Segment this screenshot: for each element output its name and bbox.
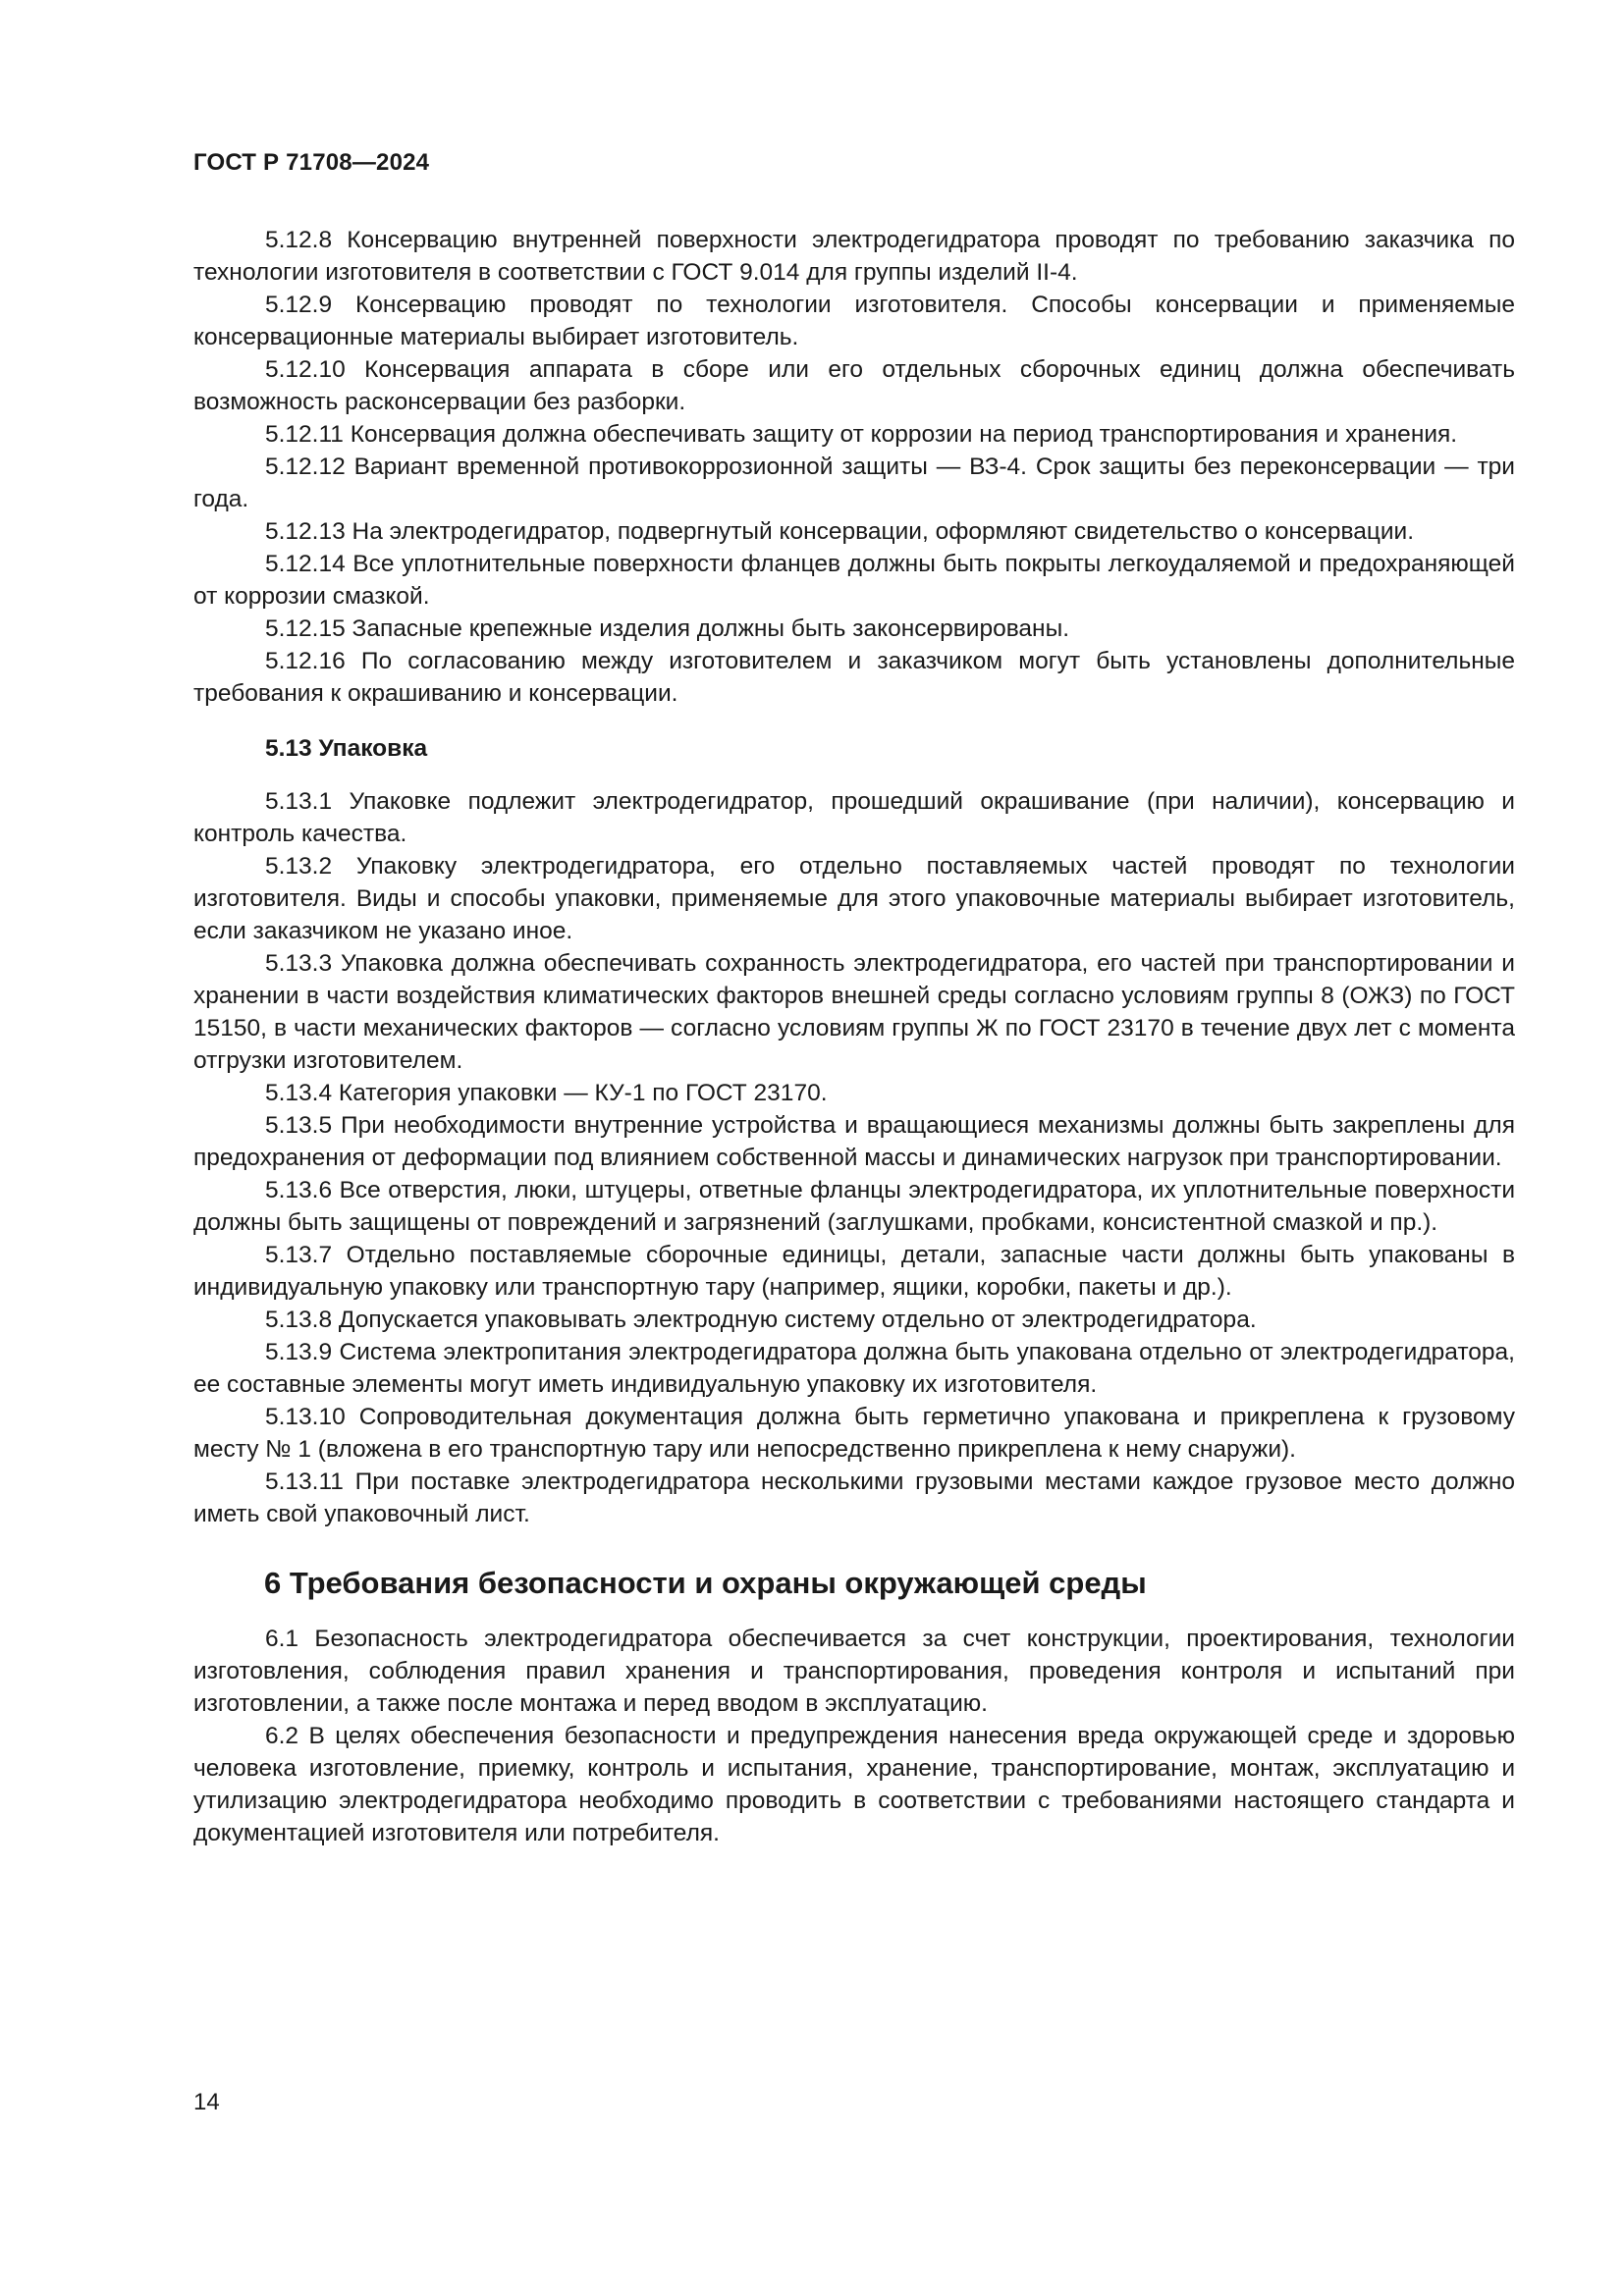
paragraph-5-12-15: 5.12.15 Запасные крепежные изделия должны быть законсервированы. <box>265 615 1070 642</box>
paragraph-5-13-7: 5.13.7 Отдельно поставляемые сборочные единицы, детали, запасные части должны быть упакованы в индивидуальную упаковку или транспортную тару (например, ящики, коробки, пакеты и др.). <box>193 1242 1515 1301</box>
paragraph-5-12-13: 5.12.13 На электродегидратор, подвергнутый консервации, оформляют свидетельство о консервации. <box>265 518 1415 545</box>
paragraph-5-13-8: 5.13.8 Допускается упаковывать электродную систему отдельно от электродегидратора. <box>265 1307 1257 1333</box>
paragraph-5-13-1: 5.13.1 Упаковке подлежит электродегидратор, прошедший окрашивание (при наличии), консервацию и контроль качества. <box>193 788 1515 847</box>
paragraph-5-12-9: 5.12.9 Консервацию проводят по технологии изготовителя. Способы консервации и применяемые консервационные материалы выбирает изготовитель. <box>193 292 1515 350</box>
paragraph-5-13-11: 5.13.11 При поставке электродегидратора несколькими грузовыми местами каждое грузовое место должно иметь свой упаковочный лист. <box>193 1468 1515 1527</box>
paragraph-6-2: 6.2 В целях обеспечения безопасности и предупреждения нанесения вреда окружающей среде и здоровью человека изготовление, приемку, контроль и испытания, хранение, транспортирование, монтаж, эксплуатацию и утилизацию электродегидратора необходимо проводить в соответствии с требованиями настоящего стандарта и документацией изготовителя или потребителя. <box>193 1723 1515 1846</box>
paragraph-5-12-10: 5.12.10 Консервация аппарата в сборе или его отдельных сборочных единиц должна обеспечивать возможность расконсервации без разборки. <box>193 356 1515 415</box>
section-heading-6: 6 Требования безопасности и охраны окружающей среды <box>264 1566 1147 1600</box>
paragraph-5-12-16: 5.12.16 По согласованию между изготовителем и заказчиком могут быть установлены дополнительные требования к окрашиванию и консервации. <box>193 648 1515 707</box>
paragraph-5-13-6: 5.13.6 Все отверстия, люки, штуцеры, ответные фланцы электродегидратора, их уплотнительные поверхности должны быть защищены от повреждений и загрязнений (заглушками, пробками, консистентной смазкой и пр.). <box>193 1177 1515 1236</box>
paragraph-5-12-11: 5.12.11 Консервация должна обеспечивать защиту от коррозии на период транспортирования и хранения. <box>265 421 1458 448</box>
paragraph-5-12-14: 5.12.14 Все уплотнительные поверхности фланцев должны быть покрыты легкоудаляемой и предохраняющей от коррозии смазкой. <box>193 551 1515 610</box>
document-code-header: ГОСТ Р 71708—2024 <box>193 149 430 176</box>
section-6-paragraphs <box>193 1623 1515 1849</box>
paragraph-5-13-2: 5.13.2 Упаковку электродегидратора, его отдельно поставляемых частей проводят по технологии изготовителя. Виды и способы упаковки, применяемые для этого упаковочные материалы выбирает изготовитель, если заказчиком не указано иное. <box>193 853 1515 944</box>
paragraph-5-13-3: 5.13.3 Упаковка должна обеспечивать сохранность электродегидратора, его частей при транспортировании и хранении в части воздействия климатических факторов внешней среды согласно условиям группы 8 (ОЖЗ) по ГОСТ 15150, в части механических факторов — согласно условиям группы Ж по ГОСТ 23170 в течение двух лет с момента отгрузки изготовителем. <box>193 950 1515 1074</box>
paragraph-5-13-5: 5.13.5 При необходимости внутренние устройства и вращающиеся механизмы должны быть закреплены для предохранения от деформации под влиянием собственной массы и динамических нагрузок при транспортировании. <box>193 1112 1515 1171</box>
paragraph-5-13-4: 5.13.4 Категория упаковки — КУ-1 по ГОСТ 23170. <box>265 1080 828 1106</box>
paragraph-5-13-10: 5.13.10 Сопроводительная документация должна быть герметично упакована и прикреплена к грузовому месту № 1 (вложена в его транспортную тару или непосредственно прикреплена к нему снаружи). <box>193 1404 1515 1463</box>
section-5-12-paragraphs <box>193 224 1515 710</box>
paragraph-5-12-12: 5.12.12 Вариант временной противокоррозионной защиты — ВЗ-4. Срок защиты без переконсервации — три года. <box>193 454 1515 512</box>
section-5-13-paragraphs <box>193 785 1515 1530</box>
paragraph-5-13-9: 5.13.9 Система электропитания электродегидратора должна быть упакована отдельно от электродегидратора, ее составные элементы могут иметь индивидуальную упаковку их изготовителя. <box>193 1339 1515 1398</box>
paragraph-5-12-8: 5.12.8 Консервацию внутренней поверхности электродегидратора проводят по требованию заказчика по технологии изготовителя в соответствии с ГОСТ 9.014 для группы изделий II-4. <box>193 227 1515 286</box>
subsection-heading-5-13: 5.13 Упаковка <box>265 735 428 762</box>
page-number: 14 <box>193 2089 220 2115</box>
page-content <box>193 224 1515 1849</box>
paragraph-6-1: 6.1 Безопасность электродегидратора обеспечивается за счет конструкции, проектирования, технологии изготовления, соблюдения правил хранения и транспортирования, проведения контроля и испытаний при изготовлении, а также после монтажа и перед вводом в эксплуатацию. <box>193 1626 1515 1717</box>
